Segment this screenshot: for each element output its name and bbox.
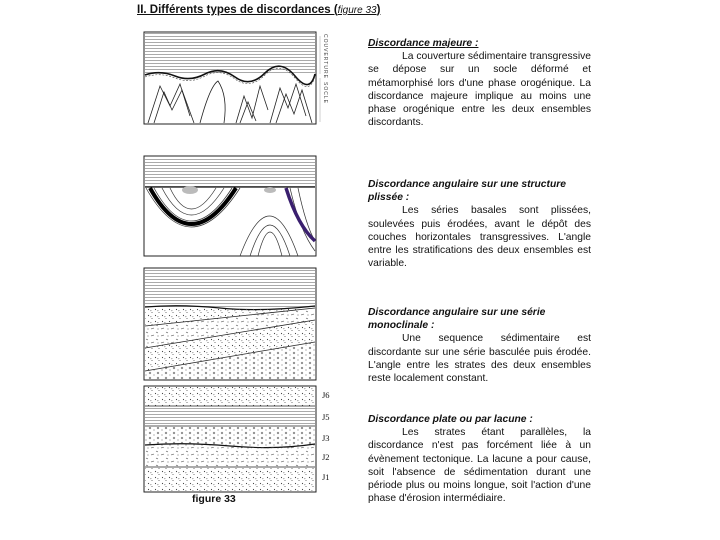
- section-monoclinal: [368, 306, 591, 385]
- panel-major: [144, 32, 316, 124]
- heading-figure-ref: figure 33: [337, 5, 377, 16]
- layer-label-j3: J3: [322, 433, 330, 443]
- section-text: Une sequence sédimentaire est discordante sur une série basculée puis érodée. L'angle entre les strates des deux ensembles reste localement constant.: [368, 333, 591, 385]
- figure-caption: figure 33: [192, 493, 236, 505]
- label-socle: SOCLE: [322, 82, 328, 104]
- section-title: Discordance majeure :: [368, 38, 479, 49]
- heading-suffix: ): [376, 4, 381, 16]
- section-text: Les séries basales sont plissées, soulevées puis érodées, avant le dépôt des couches horizontales transgressives. L'angle entre les stratifications des deux ensembles est variable.: [368, 205, 591, 270]
- section-title: Discordance angulaire sur une série monoclinale :: [368, 307, 546, 332]
- label-couverture: COUVERTURE: [322, 34, 328, 79]
- layer-label-j2: J2: [322, 452, 330, 462]
- panel-folded: [144, 156, 316, 256]
- section-text: Les strates étant parallèles, la discordance n'est pas forcément liée à un évènement tectonique. La lacune a pour cause, soit l'absence de sédimentation durant une période plus ou moins longue, soit l'action d'une phase d'érosion intermédiaire.: [368, 427, 591, 505]
- discordance-figure: [140, 26, 352, 496]
- layer-label-j1: J1: [322, 472, 330, 482]
- section-heading: [137, 4, 380, 16]
- layer-label-j5: J5: [322, 412, 330, 422]
- heading-prefix: II. Différents types de discordances (: [137, 4, 338, 16]
- section-flat: [368, 413, 591, 505]
- panel-monoclinal: [144, 268, 316, 380]
- section-folded: [368, 178, 591, 270]
- panel-flat: [144, 386, 316, 492]
- layer-label-j6: J6: [322, 390, 330, 400]
- section-title: Discordance plate ou par lacune :: [368, 414, 533, 425]
- section-major: [368, 37, 591, 129]
- section-text: La couverture sédimentaire transgressive se dépose sur un socle déformé et métamorphisé lors d'une phase orogénique. La discordance majeure implique au moins une phase orogénique entre les deux ensembles discordants.: [368, 51, 591, 129]
- section-title: Discordance angulaire sur une structure plissée :: [368, 179, 566, 204]
